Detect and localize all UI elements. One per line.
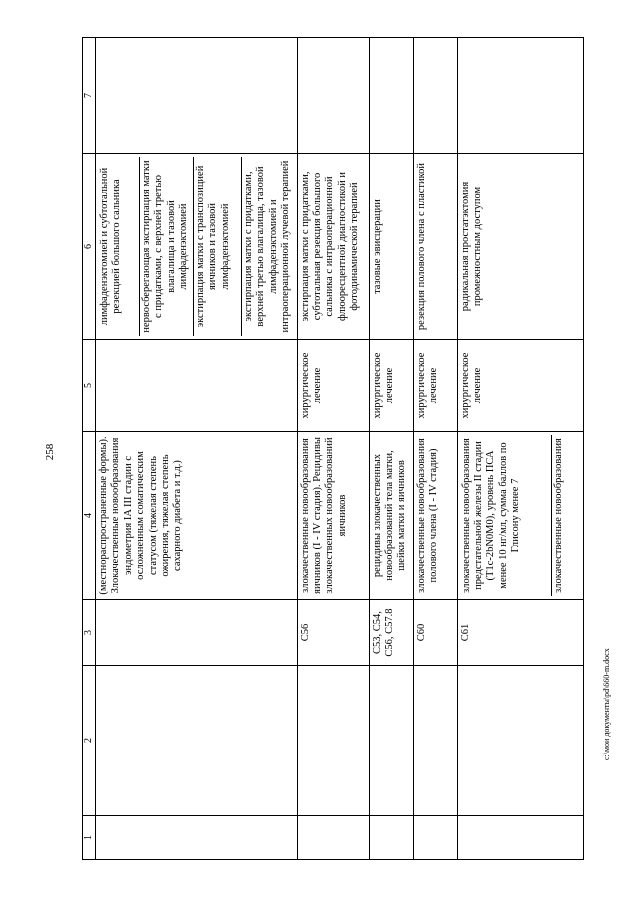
cell-col-7: [413, 38, 457, 154]
table-row: [457, 38, 584, 860]
method-item: экстирпация матки с придатками, верхней третью влагалища, тазовой лимфаденэктомией и интраоперационной лучевой терапией: [243, 160, 292, 333]
cell-description: злокачественные новообразования яичников (I - IV стадия). Рецидивы злокачественных новообразований яичников: [297, 432, 369, 600]
table-container: [82, 38, 584, 860]
table-row: [96, 38, 298, 860]
cell-description: (местнораспространенные формы). Злокачественные новообразования эндометрия IA III стадии с осложненным соматическим статусом (тяжелая степень ожирения, тяжелая степень сахарного диабета и т.д.): [96, 432, 298, 600]
cell-col-2: [457, 666, 584, 816]
document-table: [82, 37, 584, 860]
cell-methods: [96, 154, 298, 340]
cell-col-1: [413, 816, 457, 860]
cell-methods: радикальная простатэктомия промежностным доступом: [457, 154, 584, 340]
cell-col-2: [297, 666, 369, 816]
cell-col-7: [369, 38, 413, 154]
cell-code: C61: [457, 600, 584, 666]
header-col-1: 1: [83, 816, 96, 860]
cell-description: злокачественные новообразования полового члена (I - IV стадия): [413, 432, 457, 600]
cell-treatment: [96, 340, 298, 432]
header-col-3: 3: [83, 600, 96, 666]
cell-col-1: [457, 816, 584, 860]
cell-col-2: [96, 666, 298, 816]
description-item: злокачественные новообразования: [552, 438, 564, 593]
cell-methods: тазовые эвисцерации: [369, 154, 413, 340]
file-path: c:\мои документы\pd\660-m.docx: [602, 648, 611, 760]
cell-col-7: [457, 38, 584, 154]
cell-treatment: хирургическое лечение: [369, 340, 413, 432]
page-number: 258: [44, 443, 56, 461]
cell-code: [96, 600, 298, 666]
method-item: нервосберегающая экстирпация матки с придатками, с верхней третью влагалища и тазовой лимфаденэктомией: [140, 157, 194, 336]
description-item: злокачественные новообразования предстательной железы II стадии (T1c-2bN0M0), уровень ПСА менее 10 нг/мл, сумма баллов по Глисону менее 7: [460, 435, 552, 596]
header-col-6: 6: [83, 154, 96, 340]
cell-treatment: хирургическое лечение: [297, 340, 369, 432]
header-col-7: 7: [83, 38, 96, 154]
cell-methods: резекция полового члена с пластикой: [413, 154, 457, 340]
header-col-2: 2: [83, 666, 96, 816]
header-col-4: 4: [83, 432, 96, 600]
header-row: [83, 38, 96, 860]
cell-col-7: [96, 38, 298, 154]
cell-code: C56: [297, 600, 369, 666]
cell-col-1: [369, 816, 413, 860]
table-row: [369, 38, 413, 860]
cell-code: C53, C54, C56, C57.8: [369, 600, 413, 666]
cell-code: C60: [413, 600, 457, 666]
method-item: экстирпация матки с транспозицией яичников и тазовой лимфаденэктомией: [194, 157, 242, 336]
cell-col-2: [413, 666, 457, 816]
cell-treatment: хирургическое лечение: [413, 340, 457, 432]
cell-treatment: хирургическое лечение: [457, 340, 584, 432]
header-col-5: 5: [83, 340, 96, 432]
cell-col-1: [96, 816, 298, 860]
table-row: [413, 38, 457, 860]
cell-col-1: [297, 816, 369, 860]
table-row: [297, 38, 369, 860]
method-item: лимфаденэктомией и субтотальной резекцией большого сальника: [98, 157, 140, 336]
cell-description: [457, 432, 584, 600]
cell-col-7: [297, 38, 369, 154]
cell-col-2: [369, 666, 413, 816]
cell-methods: экстирпация матки с придатками, субтотальная резекция большого сальника с интраоперационной флюоресцентной диагностикой и фотодинамической терапией: [297, 154, 369, 340]
cell-description: рецидивы злокачественных новообразований тела матки, шейки матки и яичников: [369, 432, 413, 600]
